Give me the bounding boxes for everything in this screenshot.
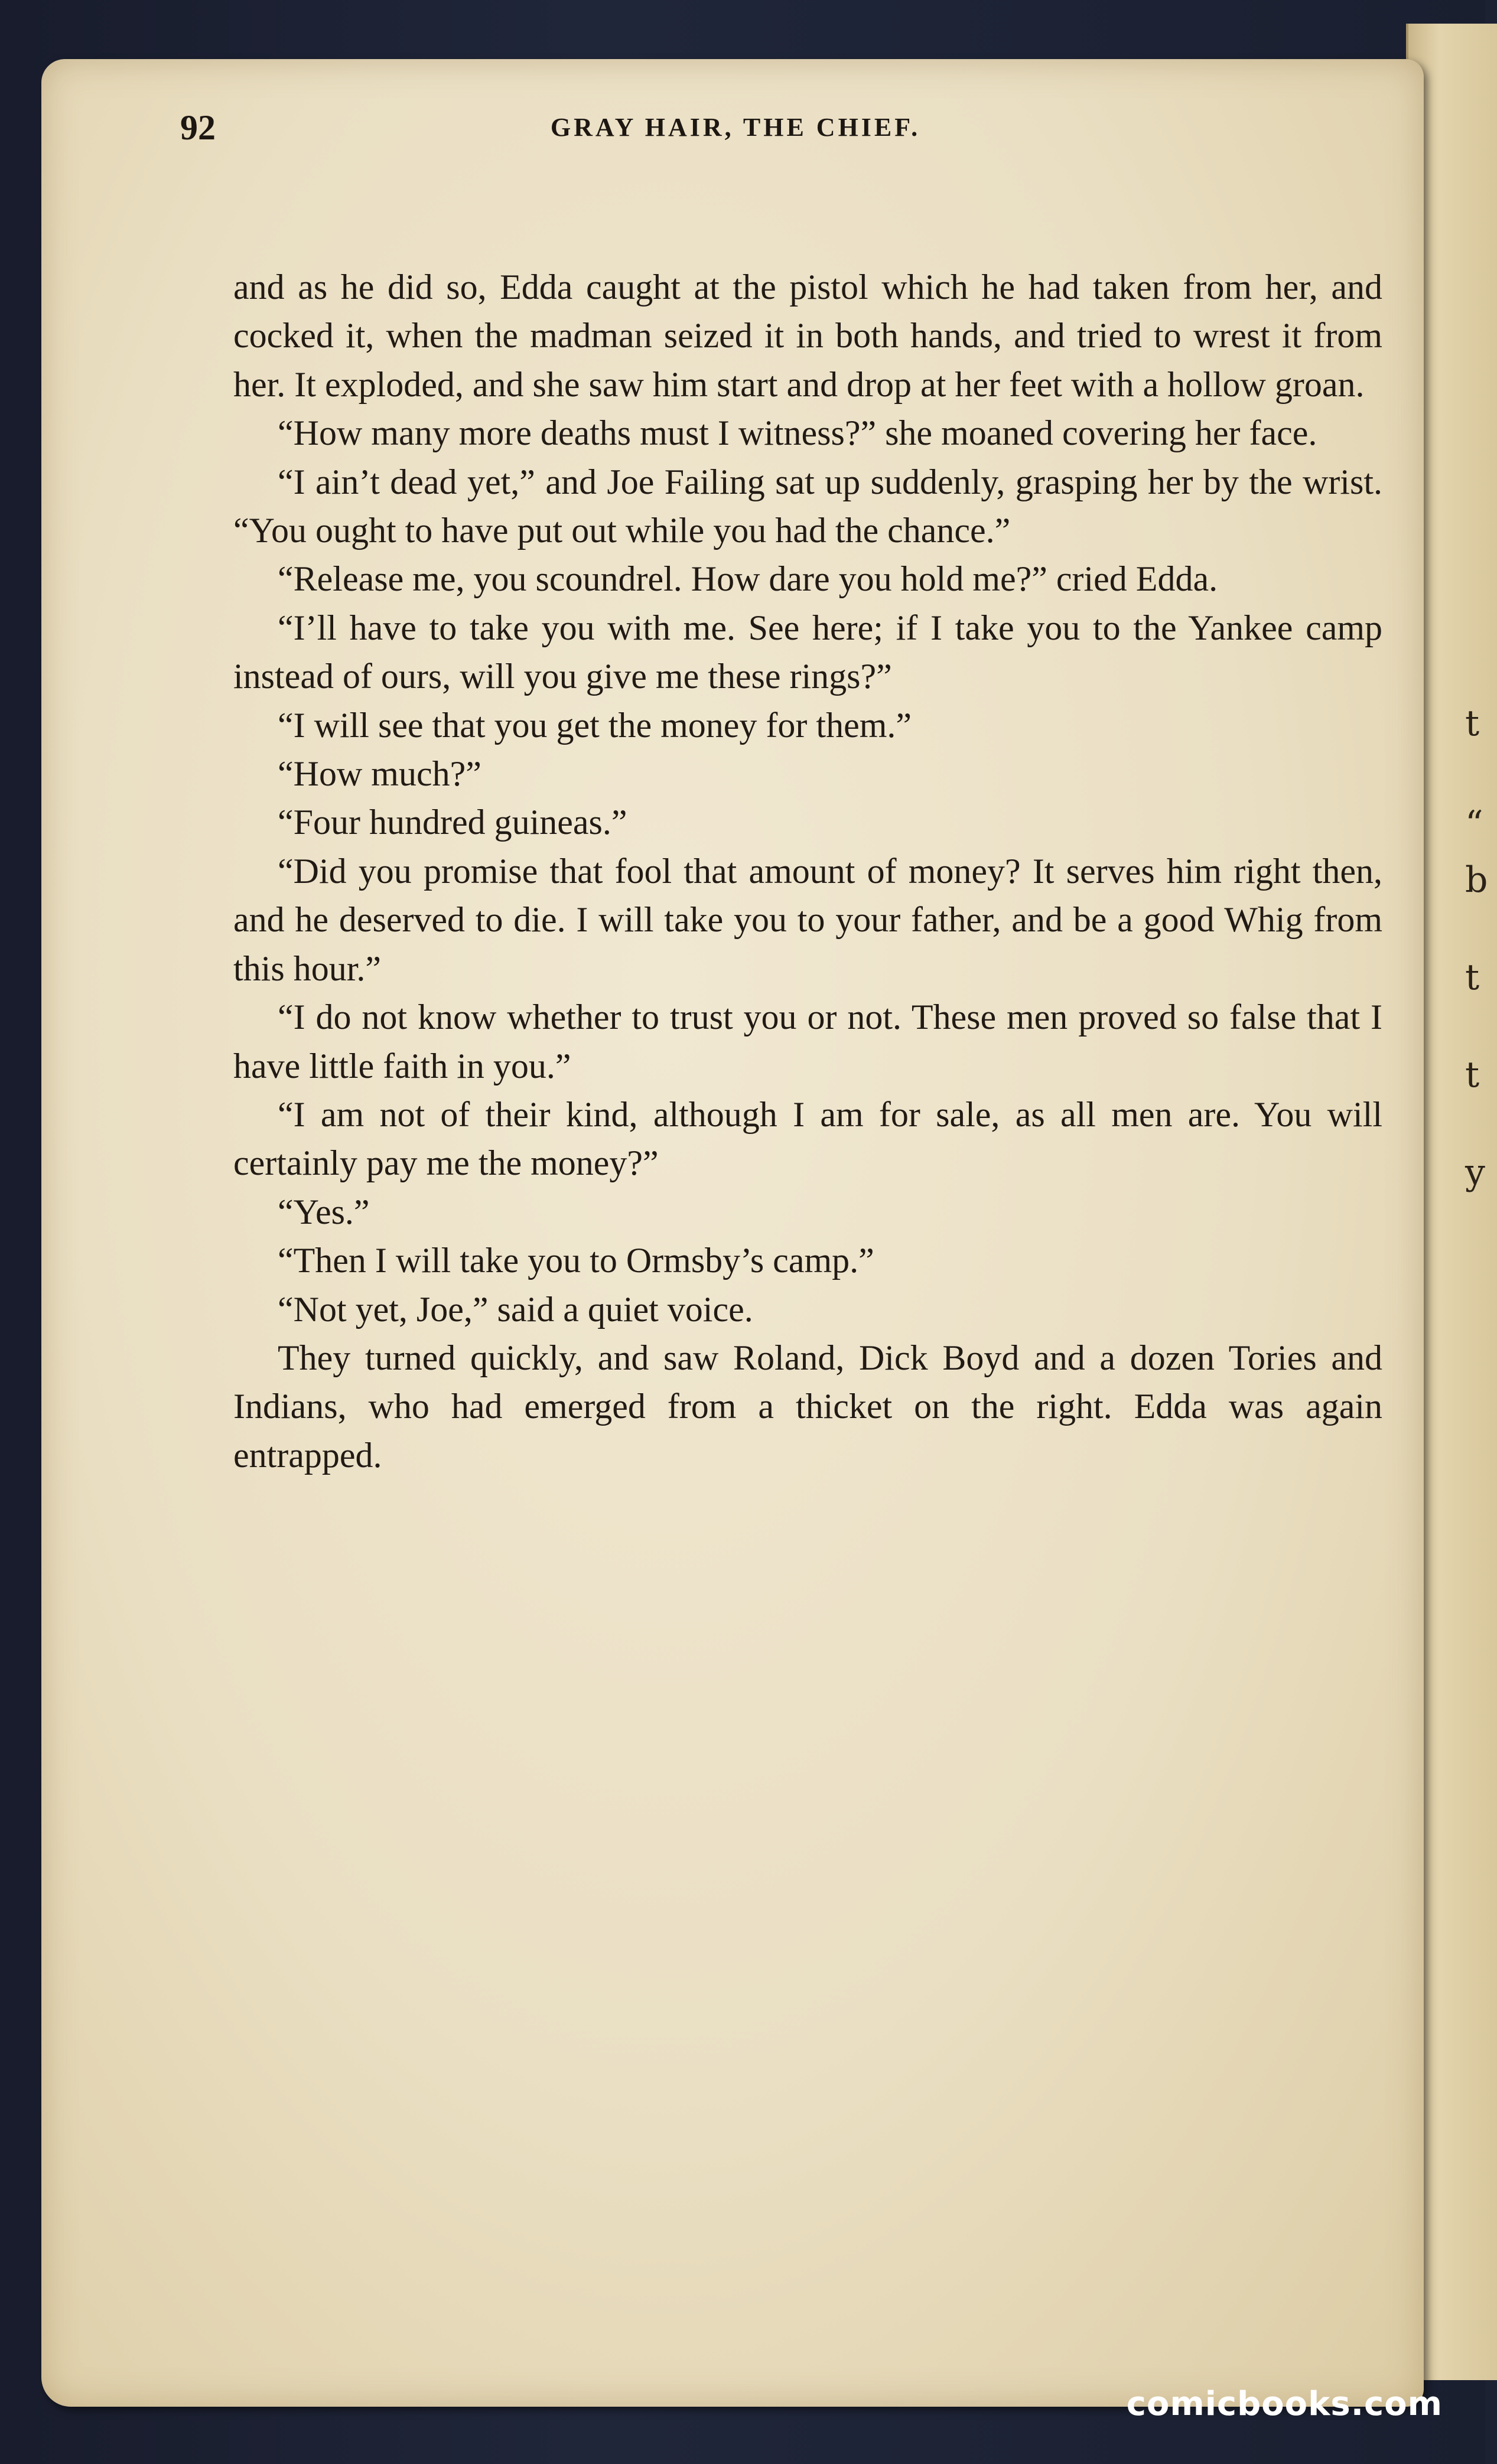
body-text bbox=[233, 263, 1382, 1479]
paragraph: They turned quickly, and saw Roland, Dick Boyd and a dozen Tories and Indians, who had emerged from a thicket on the right. Edda was again entrapped. bbox=[233, 1338, 1382, 1475]
page-number: 92 bbox=[180, 108, 216, 147]
paragraph: “I do not know whether to trust you or not. These men proved so false that I have little faith in you.” bbox=[233, 998, 1382, 1086]
next-page-fragment: y bbox=[1465, 1152, 1485, 1193]
page-header bbox=[180, 107, 1291, 155]
next-page-fragment: t bbox=[1465, 703, 1480, 744]
paragraph: “Not yet, Joe,” said a quiet voice. bbox=[278, 1289, 753, 1329]
paragraph: “Four hundred guineas.” bbox=[278, 803, 627, 842]
next-page-fragment: b bbox=[1465, 859, 1488, 901]
watermark: comicbooks.com bbox=[1126, 2385, 1443, 2423]
next-page-fragment: “ bbox=[1465, 803, 1483, 845]
paragraph: “How much?” bbox=[278, 754, 481, 794]
next-page-fragment: t bbox=[1465, 957, 1480, 998]
paragraph: “I am not of their kind, although I am for sale, as all men are. You will certainly pay me the money?” bbox=[233, 1094, 1382, 1183]
paragraph: and as he did so, Edda caught at the pistol which he had taken from her, and cocked it, when the madman seized it in both hands, and tried to wrest it from her. It exploded, and she saw him start and drop at her feet with a hollow groan. bbox=[233, 268, 1382, 404]
next-page-fragment: t bbox=[1465, 1054, 1480, 1096]
running-head: GRAY HAIR, THE CHIEF. bbox=[550, 113, 921, 142]
paragraph: “Did you promise that fool that amount of money? It serves him right then, and he deserved to die. I will take you to your father, and be a good Whig from this hour.” bbox=[233, 851, 1382, 988]
paragraph: “How many more deaths must I witness?” she moaned covering her face. bbox=[278, 413, 1317, 453]
paragraph: “I ain’t dead yet,” and Joe Failing sat up suddenly, grasping her by the wrist. “You ought to have put out while you had the chance.” bbox=[233, 462, 1382, 550]
paragraph: “Yes.” bbox=[278, 1192, 370, 1231]
paragraph: “I’ll have to take you with me. See here; if I take you to the Yankee camp instead of ours, will you give me these rings?” bbox=[233, 608, 1382, 696]
paragraph: “Then I will take you to Ormsby’s camp.” bbox=[278, 1241, 874, 1280]
paragraph: “I will see that you get the money for them.” bbox=[278, 705, 912, 745]
paragraph: “Release me, you scoundrel. How dare you hold me?” cried Edda. bbox=[278, 559, 1218, 599]
